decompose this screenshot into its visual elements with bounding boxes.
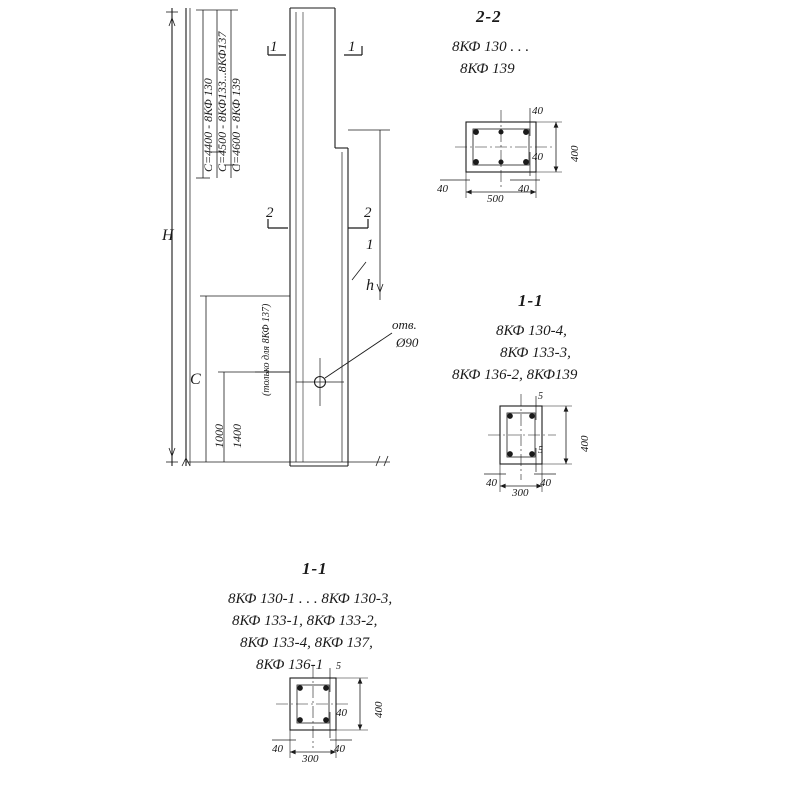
section-1-1-right-height-dim: 400 (579, 435, 591, 452)
main-elevation-geometry (166, 8, 392, 466)
section-2-2-geometry (440, 105, 562, 198)
section-2-2-cover-top: 40 (532, 105, 543, 117)
shaft-height-label: h (366, 277, 374, 294)
dim-1000: 1000 (212, 424, 226, 448)
section-1-1-bottom-mark-4: 8КФ 136-1 (256, 657, 324, 673)
section-1-1-bottom-mark-2: 8КФ 133-1, 8КФ 133-2, (232, 613, 378, 629)
overall-height-label: H (162, 227, 174, 244)
section-1-1-right-side-dim-bottom: 5 (538, 445, 543, 456)
section-1-1-bottom-width-dim: 300 (302, 753, 319, 765)
section-2-2-mark-1: 8КФ 130 . . . (452, 39, 530, 55)
section-1-1-bottom-cover-inner: 40 (336, 707, 347, 719)
top-dim-chain-1: C=4400 - 8КФ 130 (201, 78, 215, 172)
section-mark-1-top-left: 1 (270, 39, 278, 55)
section-1-1-bottom-mark-3: 8КФ 133-4, 8КФ 137, (240, 635, 373, 651)
section-1-1-right-cover-left: 40 (486, 477, 497, 489)
hole-callout-label: отв. (392, 317, 417, 332)
section-2-2-title: 2-2 (476, 7, 502, 26)
hole-diameter-label: Ø90 (396, 335, 419, 350)
top-dim-chain-3: C=4600 - 8КФ 139 (229, 78, 243, 172)
section-1-1-right-cover-right: 40 (540, 477, 551, 489)
section-1-1-bottom-title: 1-1 (302, 559, 328, 578)
top-dim-chain-2: C=4500 - 8КФ133...8КФ137 (215, 31, 229, 172)
section-mark-2-right: 2 (364, 205, 372, 221)
section-1-1-bottom-height-dim: 400 (373, 701, 385, 718)
section-mark-1-lower: 1 (366, 237, 374, 253)
section-1-1-right-side-dim-top: 5 (538, 391, 543, 402)
console-note: (только для 8КФ 137) (261, 303, 272, 396)
section-mark-1-top-right: 1 (348, 39, 356, 55)
section-1-1-right-mark-3: 8КФ 136-2, 8КФ139 (452, 367, 578, 383)
section-2-2-cover-bottom: 40 (532, 151, 543, 163)
section-mark-2-left: 2 (266, 205, 274, 221)
section-1-1-bottom-cover-right: 40 (334, 743, 345, 755)
section-2-2-width-dim: 500 (487, 193, 504, 205)
section-1-1-bottom-side-dim: 5 (336, 661, 341, 672)
section-2-2-cover-left: 40 (437, 183, 448, 195)
section-1-1-bottom-geometry (272, 666, 368, 758)
section-1-1-right-mark-1: 8КФ 130-4, (496, 323, 567, 339)
section-1-1-right-width-dim: 300 (512, 487, 529, 499)
section-1-1-right-title: 1-1 (518, 291, 544, 310)
section-1-1-bottom-cover-left: 40 (272, 743, 283, 755)
dim-1400: 1400 (230, 424, 244, 448)
segment-c-label: C (190, 371, 201, 388)
section-2-2-cover-right: 40 (518, 183, 529, 195)
section-1-1-bottom-mark-1: 8КФ 130-1 . . . 8КФ 130-3, (228, 591, 393, 607)
section-1-1-right-mark-2: 8КФ 133-3, (500, 345, 571, 361)
section-1-1-right-geometry (484, 391, 572, 492)
section-2-2-mark-2: 8КФ 139 (460, 61, 515, 77)
section-2-2-height-dim: 400 (569, 145, 581, 162)
